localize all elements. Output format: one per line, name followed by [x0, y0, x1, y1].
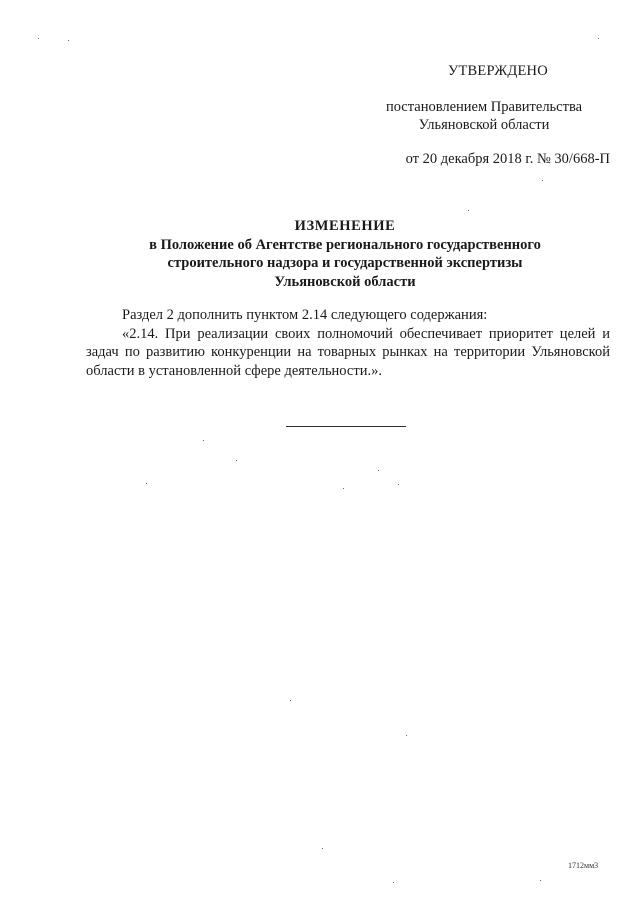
scan-speck — [398, 484, 399, 485]
scan-speck — [468, 210, 469, 211]
body-paragraph-1: Раздел 2 дополнить пунктом 2.14 следующего содержания: — [122, 307, 488, 323]
document-code: 1712мм3 — [568, 861, 599, 870]
scan-speck — [598, 38, 599, 39]
scan-speck — [68, 40, 69, 41]
scan-speck — [203, 440, 204, 441]
title-line-3: Ульяновской области — [274, 273, 416, 290]
scan-speck — [236, 460, 237, 461]
scan-speck — [406, 735, 407, 736]
scan-speck — [393, 882, 394, 883]
document-title — [110, 217, 580, 291]
decree-reference — [360, 98, 608, 134]
end-separator-line — [286, 426, 406, 427]
decree-line-2: Ульяновской области — [418, 117, 550, 133]
scan-speck — [378, 470, 379, 471]
decree-date-number: от 20 декабря 2018 г. № 30/668-П — [405, 151, 610, 167]
title-heading: ИЗМЕНЕНИЕ — [294, 218, 396, 234]
scan-speck — [146, 483, 147, 484]
decree-line-1: постановлением Правительства — [385, 99, 583, 115]
scan-speck — [343, 488, 344, 489]
approved-label: УТВЕРЖДЕНО — [448, 63, 548, 79]
scan-speck — [38, 38, 39, 39]
scan-speck — [542, 180, 543, 181]
title-line-1: в Положение об Агентстве регионального государственного — [149, 236, 541, 253]
scan-speck — [290, 700, 291, 701]
title-line-2: строительного надзора и государственной экспертизы — [167, 255, 523, 271]
scan-speck — [322, 848, 323, 849]
document-body — [86, 306, 610, 380]
scan-speck — [540, 880, 541, 881]
body-paragraph-2: «2.14. При реализации своих полномочий обеспечивает приоритет целей и задач по развитию конкуренции на товарных рынках на территории Ульяновской области в установленной сфере деятельности.». — [86, 325, 610, 379]
